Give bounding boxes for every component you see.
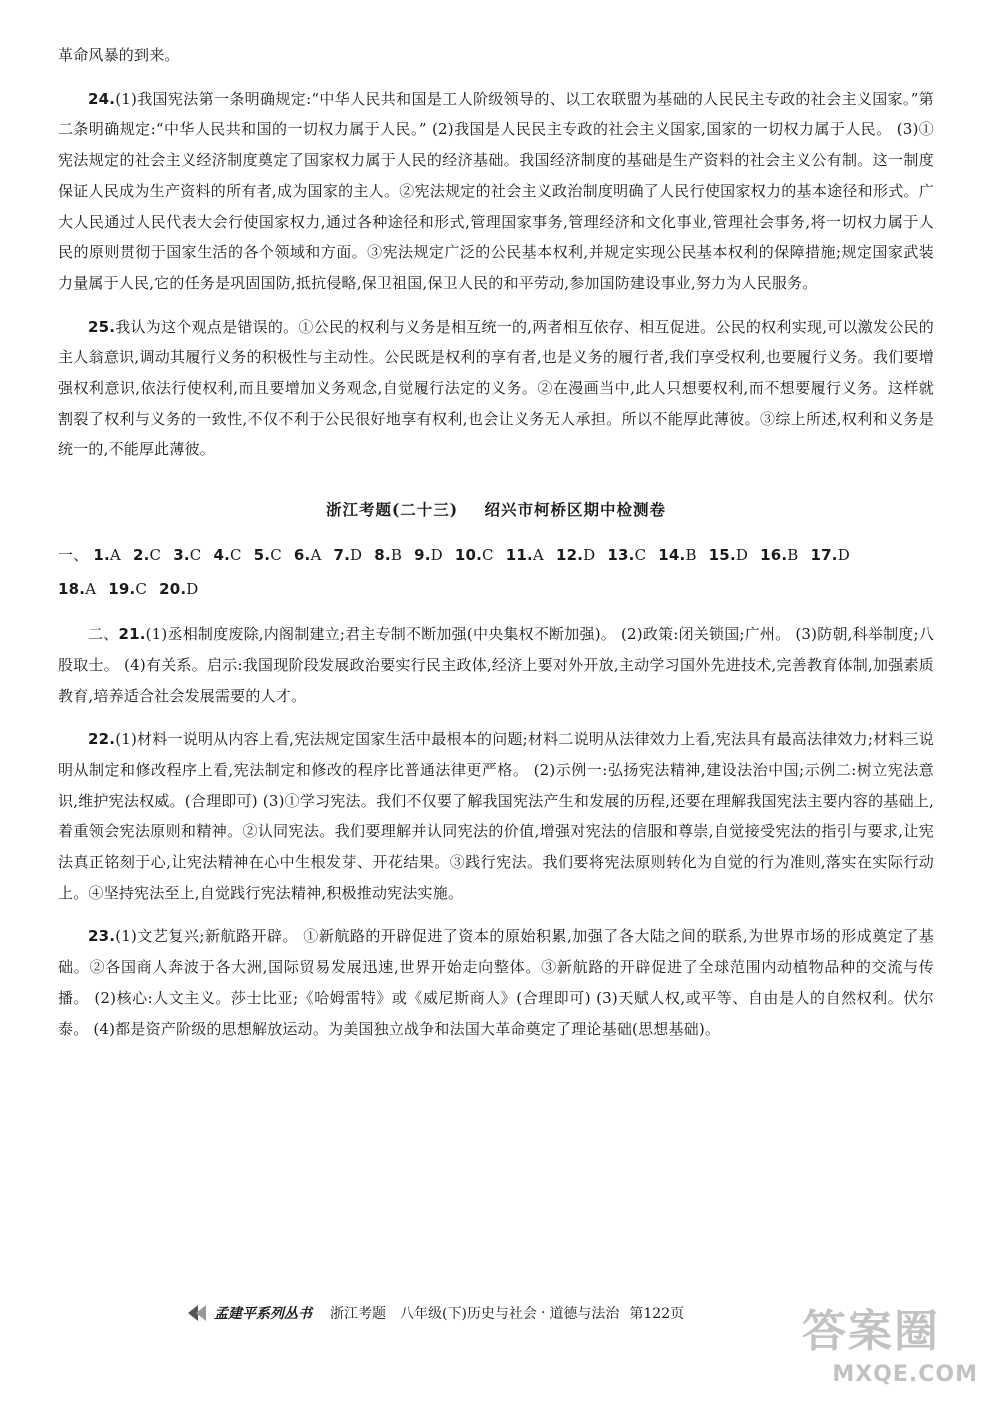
choice-answers (58, 538, 934, 606)
question-22-number: 22. (88, 730, 116, 749)
choice-answer-item (334, 546, 363, 564)
choice-answer-letter: A (109, 546, 121, 565)
answer-row-1 (58, 538, 934, 572)
question-25-number: 25. (88, 317, 116, 336)
choice-answer-number: 1. (93, 546, 110, 565)
choice-answer-item (159, 580, 198, 598)
choice-answer-letter: B (787, 546, 799, 565)
choice-answer-letter: B (685, 546, 697, 565)
choice-answer-number: 7. (333, 546, 351, 565)
choice-answer-number: 11. (505, 546, 533, 565)
choice-answer-item (173, 546, 201, 564)
choice-answer-number: 15. (708, 546, 736, 565)
choice-answer-letter: A (310, 546, 322, 565)
choice-answer-number: 16. (760, 546, 788, 565)
choice-answer-item (455, 546, 494, 564)
question-25 (58, 312, 934, 466)
question-23-number: 23. (88, 927, 116, 946)
answer-row-2 (58, 572, 934, 606)
question-23 (58, 921, 934, 1044)
choice-answer-item (658, 546, 696, 564)
choice-answer-letter: C (270, 546, 282, 565)
choice-answer-number: 8. (374, 546, 391, 565)
footer-subject: 道德与法治 (549, 1306, 620, 1322)
footer-page-number: 第122页 (629, 1306, 685, 1322)
choice-answer-letter: D (583, 546, 596, 565)
choice-answer-item (811, 546, 850, 564)
page-footer (186, 1300, 786, 1326)
section-title (58, 498, 934, 520)
question-24-number: 24. (88, 89, 116, 108)
footer-series: 孟建平系列丛书 (214, 1306, 312, 1322)
choice-answer-letter: C (634, 546, 647, 565)
choice-answer-item (213, 546, 241, 564)
watermark-big: 答案圈 (802, 1306, 940, 1357)
choice-answer-number: 12. (555, 546, 584, 565)
choice-answer-letter: D (430, 546, 443, 565)
choice-answer-item (607, 546, 646, 564)
choice-answer-letter: C (135, 580, 148, 599)
question-24 (58, 84, 934, 299)
choice-answer-number: 5. (253, 546, 271, 565)
choice-answer-number: 10. (454, 546, 483, 565)
choice-answer-number: 14. (658, 546, 686, 565)
watermark-small: MXQE.COM (832, 1362, 978, 1387)
choice-answer-number: 19. (108, 580, 136, 599)
choice-answer-number: 18. (58, 580, 86, 599)
double-chevron-left-icon (186, 1302, 208, 1324)
question-22-text: (1)材料一说明从内容上看,宪法规定国家生活中最根本的问题;材料二说明从法律效力上看,宪法具有最高法律效力;材料三说明从制定和修改程序上看,宪法制定和修改的程序比普通法律更严格。 (2)示例一:弘扬宪法精神,建设法治中国;示例二:树立宪法意识,维护宪法权威。(合理即可) (3)①学习宪法。我们不仅要了解我国宪法产生和发展的历程,还要在理解我国宪法主要内容的基础上,着重领会宪法原则和精神。②认同宪法。我们要理解并认同宪法的价值,增强对宪法的信服和尊崇,自觉接受宪法的指引与要求,让宪法真正铭刻于心,让宪法精神在心中生根发芽、开花结果。③践行宪法。我们要将宪法原则转化为自觉的行为准则,落实在实际行动上。④坚持宪法至上,自觉践行宪法精神,积极推动宪法实施。 (58, 730, 934, 902)
intro-line: 革命风暴的到来。 (58, 46, 180, 64)
choice-answer-item (760, 546, 798, 564)
part-one-prefix: 一、 (58, 546, 89, 565)
question-25-text: 我认为这个观点是错误的。①公民的权利与义务是相互统一的,两者相互依存、相互促进。公民的权利实现,可以激发公民的主人翁意识,调动其履行义务的积极性与主动性。公民既是权利的享有者,也是义务的履行者,我们享受权利,也要履行义务。我们要增强权利意识,依法行使权利,而且要增加义务观念,自觉履行法定的义务。②在漫画当中,此人只想要权利,而不想要履行义务。这样就割裂了权利与义务的一致性,不仅不利于公民很好地享有权利,也会让义务无人承担。所以不能厚此薄彼。③综上所述,权利和义务是统一的,不能厚此薄彼。 (58, 317, 934, 459)
choice-answer-letter: A (85, 580, 97, 599)
choice-answer-letter: B (390, 546, 403, 565)
choice-answer-item (58, 580, 96, 598)
choice-answer-item (294, 546, 322, 564)
choice-answer-item (506, 546, 544, 564)
watermark-logo (802, 1304, 982, 1400)
choice-answer-item (93, 546, 121, 564)
choice-answer-letter: D (186, 580, 199, 599)
choice-answer-number: 6. (293, 546, 311, 565)
choice-answer-item (556, 546, 595, 564)
choice-answer-letter: A (532, 546, 544, 565)
question-21-text: (1)丞相制度废除,内阁制建立;君主专制不断加强(中央集权不断加强)。 (2)政策:闭关锁国;广州。 (3)防朝,科举制度;八股取士。 (4)有关系。启示:我国现阶段发展政治要实行民主政体,经济上要对外开放,主动学习国外先进技术,完善教育体制,加强素质教育,培养适合社会发展需要的人才。 (58, 625, 934, 705)
choice-answer-number: 3. (173, 546, 190, 565)
question-21 (58, 619, 934, 711)
choice-answer-item (133, 546, 161, 564)
choice-answer-letter: C (482, 546, 494, 565)
choice-answer-number: 17. (810, 546, 838, 565)
page-content (58, 40, 934, 1044)
choice-answer-letter: C (149, 546, 162, 565)
question-21-number: 21. (118, 625, 146, 644)
choice-answer-item (414, 546, 443, 564)
choice-answer-number: 4. (213, 546, 230, 565)
choice-answer-item (374, 546, 402, 564)
choice-answer-number: 13. (607, 546, 635, 565)
choice-answer-letter: D (350, 546, 363, 565)
choice-answer-letter: D (735, 546, 749, 565)
choice-answer-number: 9. (414, 546, 431, 565)
section-title-right: 绍兴市柯桥区期中检测卷 (484, 500, 667, 520)
footer-dot: · (540, 1305, 546, 1321)
question-22 (58, 724, 934, 908)
question-23-text: (1)文艺复兴;新航路开辟。 ①新航路的开辟促进了资本的原始积累,加强了各大陆之间的联系,为世界市场的形成奠定了基础。②各国商人奔波于各大洲,国际贸易发展迅速,世界开始走向整体。③新航路的开辟促进了全球范围内动植物品种的交流与传播。 (2)核心:人文主义。莎士比亚;《哈姆雷特》或《威尼斯商人》(合理即可) (3)天赋人权,或平等、自由是人的自然权利。伏尔泰。 (4)都是资产阶级的思想解放运动。为美国独立战争和法国大革命奠定了理论基础(思想基础)。 (58, 927, 934, 1038)
footer-book: 浙江考题 (330, 1306, 386, 1322)
part-two-prefix: 二、 (88, 625, 119, 644)
choice-answer-letter: C (229, 546, 242, 565)
choice-answer-letter: C (189, 546, 202, 565)
choice-answer-item (709, 546, 748, 564)
footer-grade: 八年级(下)历史与社会 (400, 1306, 537, 1322)
choice-answer-item (254, 546, 282, 564)
section-title-left: 浙江考题(二十三) (325, 500, 459, 520)
choice-answer-number: 2. (132, 546, 150, 565)
question-24-text: (1)我国宪法第一条明确规定:“中华人民共和国是工人阶级领导的、以工农联盟为基础的人民民主专政的社会主义国家。”第二条明确规定:“中华人民共和国的一切权力属于人民。” (2)我国是人民民主专政的社会主义国家,国家的一切权力属于人民。 (3)①宪法规定的社会主义经济制度奠定了国家权力属于人民的经济基础。我国经济制度的基础是生产资料的社会主义公有制。这一制度保证人民成为生产资料的所有者,成为国家的主人。②宪法规定的社会主义政治制度明确了人民行使国家权力的基本途径和形式。广大人民通过人民代表大会行使国家权力,通过各种途径和形式,管理国家事务,管理经济和文化事业,管理社会事务,将一切权力属于人民的原则贯彻于国家生活的各个领域和方面。③宪法规定广泛的公民基本权利,并规定实现公民基本权利的保障措施;规定国家武装力量属于人民,它的任务是巩固国防,抵抗侵略,保卫祖国,保卫人民的和平劳动,参加国防建设事业,努力为人民服务。 (58, 89, 934, 292)
choice-answer-item (108, 580, 147, 598)
choice-answer-letter: D (837, 546, 850, 565)
choice-answer-number: 20. (159, 580, 187, 599)
